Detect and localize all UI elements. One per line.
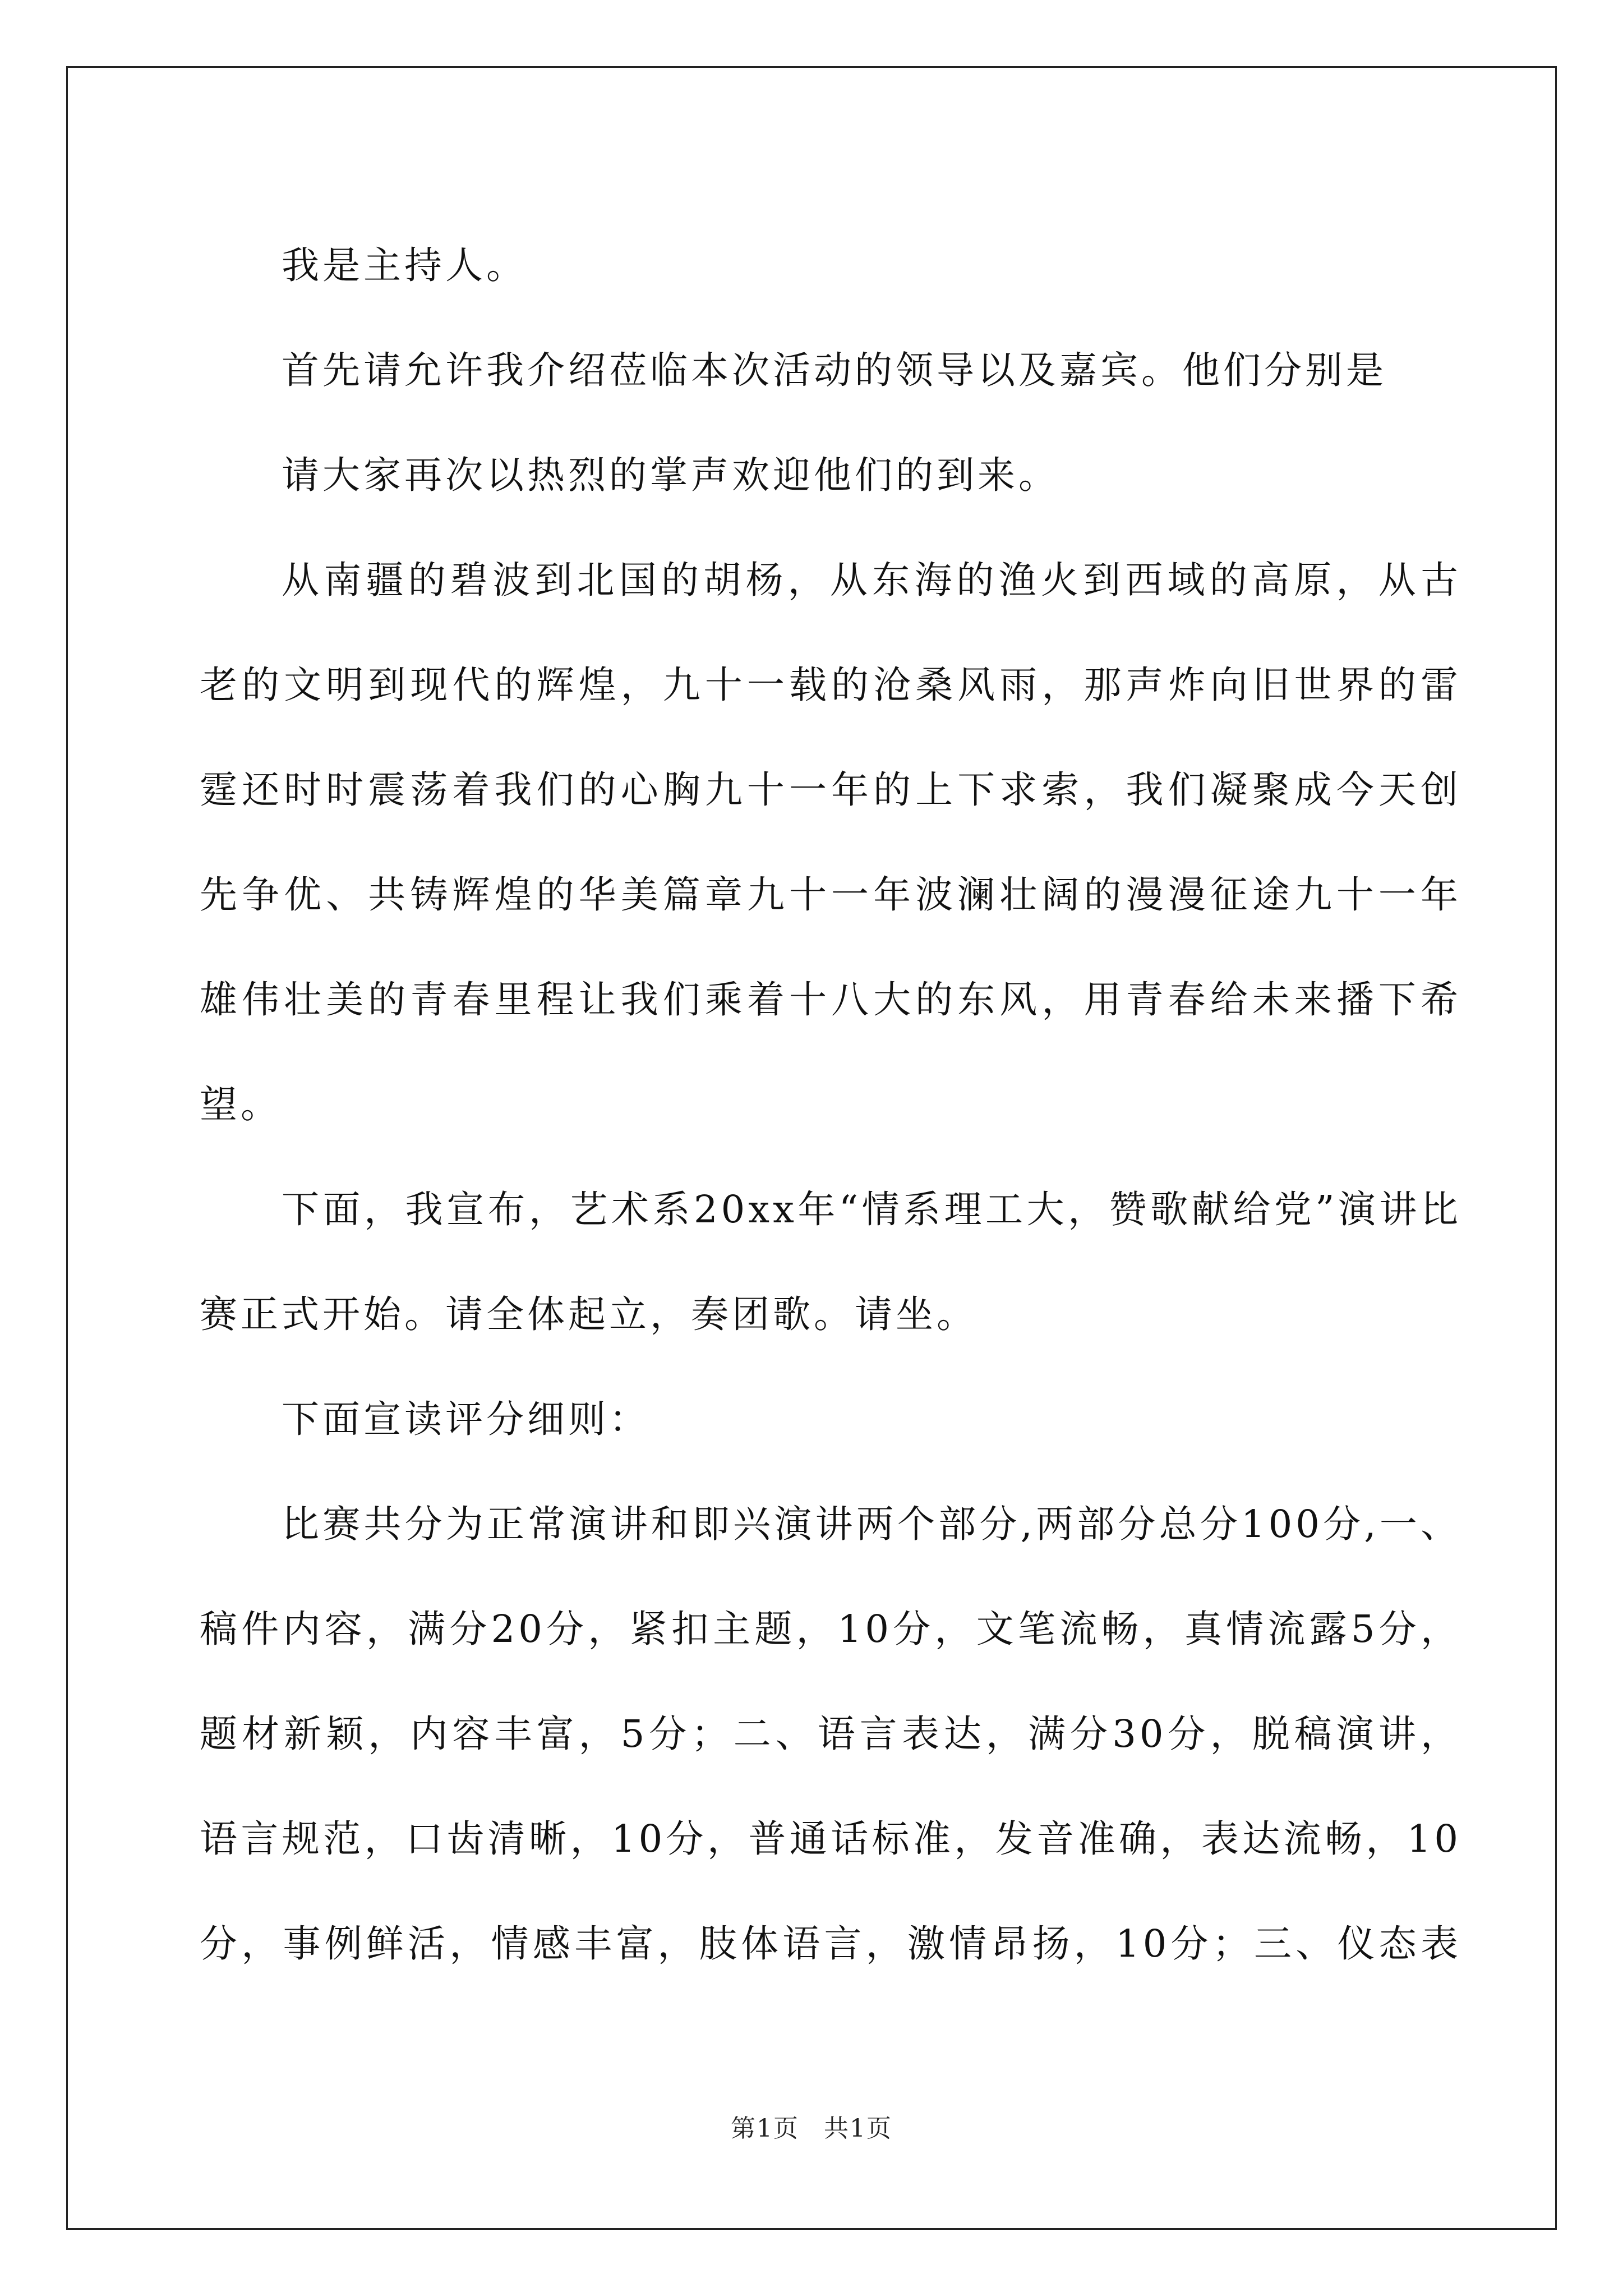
paragraph-history-speech: 从南疆的碧波到北国的胡杨，从东海的渔火到西域的高原，从古老的文明到现代的辉煌，九十一载的沧桑风雨，那声炸向旧世界的雷霆还时时震荡着我们的心胸九十一年的上下求索，我们凝聚成今天创先争优、共铸辉煌的华美篇章九十一年波澜壮阔的漫漫征途九十一年雄伟壮美的青春里程让我们乘着十八大的东风，用青春给未来播下希望。 <box>200 558 1461 1126</box>
paragraph-welcome-applause: 请大家再次以热烈的掌声欢迎他们的到来。 <box>282 453 1059 497</box>
page-number-current: 第1页 <box>731 2114 799 2143</box>
paragraph-scoring-rules: 比赛共分为正常演讲和即兴演讲两个部分,两部分总分100分,一、稿件内容，满分20分，紧扣主题，10分，文笔流畅，真情流露5分，题材新颖，内容丰富，5分；二、语言表达，满分30分，脱稿演讲，语言规范，口齿清晰，10分，普通话标准，发音准确，表达流畅，10分，事例鲜活，情感丰富，肢体语言，激情昂扬，10分；三、仪态表 <box>200 1502 1461 1966</box>
paragraph-scoring-heading: 下面宣读评分细则： <box>282 1397 650 1441</box>
page-number-total: 共1页 <box>824 2114 892 2143</box>
paragraph-guest-introduction: 首先请允许我介绍莅临本次活动的领导以及嘉宾。他们分别是 <box>282 348 1387 392</box>
page-footer <box>0 2112 1623 2146</box>
paragraph-host-intro: 我是主持人。 <box>282 243 527 287</box>
document-body <box>200 213 1461 1996</box>
paragraph-contest-opening: 下面，我宣布，艺术系20xx年“情系理工大，赞歌献给党”演讲比赛正式开始。请全体起立，奏团歌。请坐。 <box>200 1188 1461 1336</box>
